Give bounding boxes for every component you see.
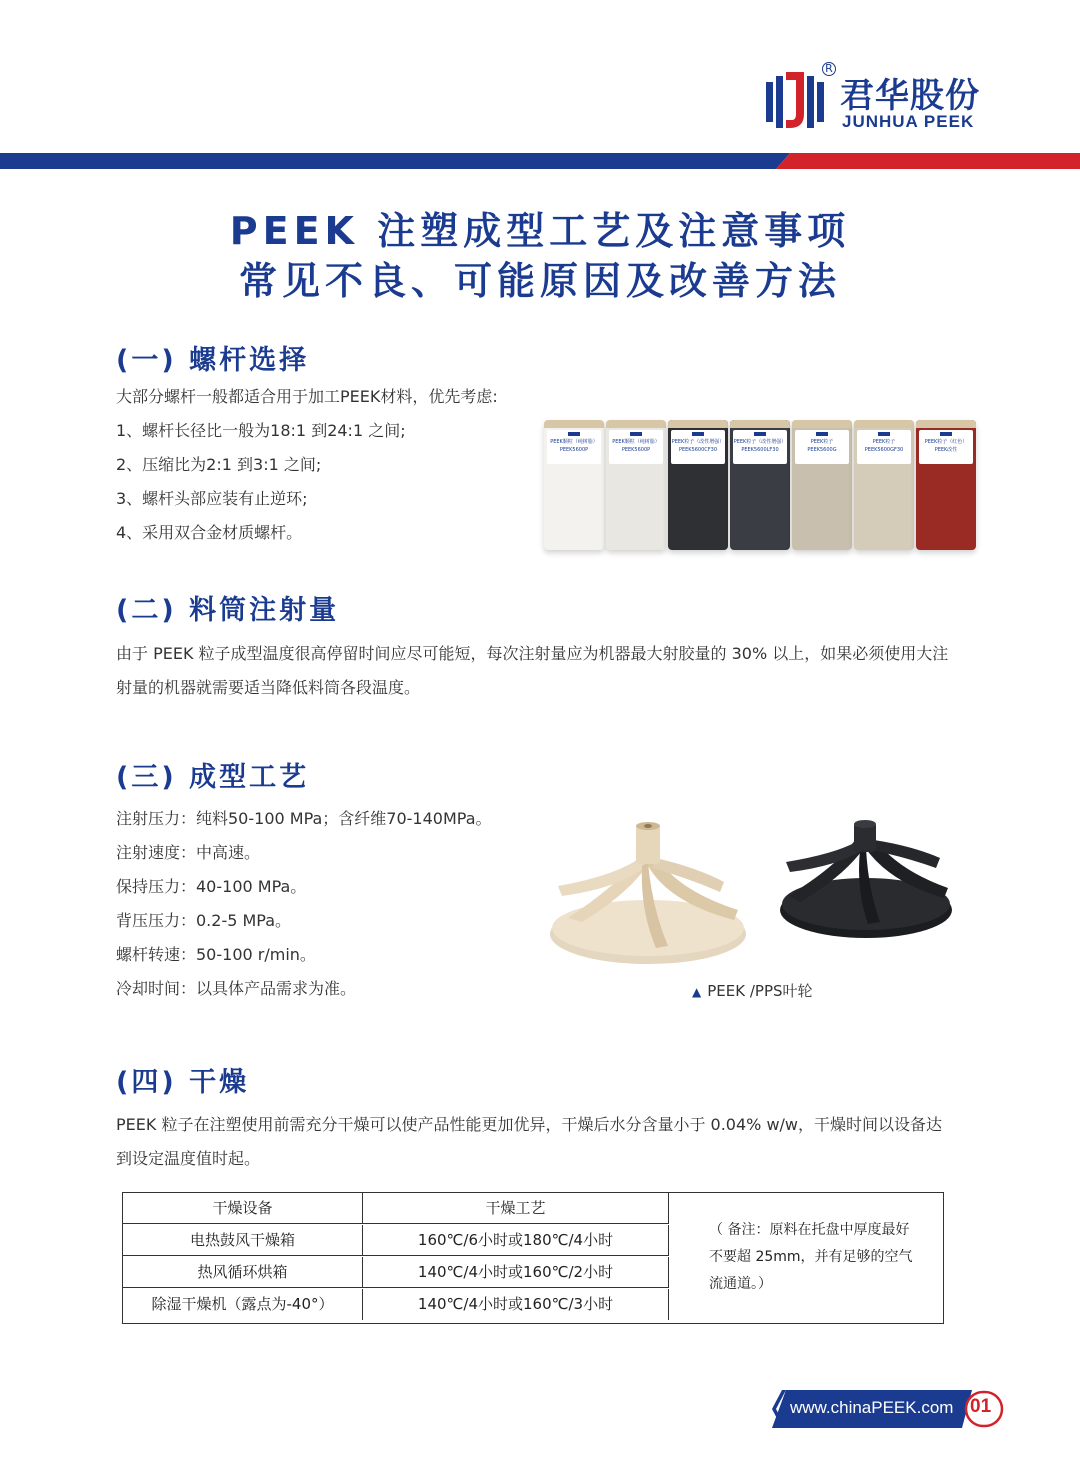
jar-label-line1: PEEK粒子 [810,439,834,445]
page-number: 01 [970,1396,992,1417]
table-header-cell: 干燥工艺 [363,1193,669,1223]
jar-lid [606,420,666,428]
beige-impeller-icon [550,822,746,964]
table-note: （ 备注：原料在托盘中厚度最好不要超 25mm，并有足够的空气流通道。） [709,1222,913,1292]
section1-item: 4、采用双合金材质螺杆。 [116,523,303,542]
table-row [123,1289,669,1320]
impeller-caption-text: PEEK /PPS叶轮 [707,982,813,1000]
pellet-jar [606,420,666,550]
jar-logo-icon [568,432,580,436]
section1-item: 3、螺杆头部应装有止逆环; [116,489,308,508]
table-cell: 电热鼓风干燥箱 [123,1225,363,1255]
pellet-jar [916,420,976,550]
table-cell: 除湿干燥机（露点为-40°） [123,1289,363,1320]
jar-label-line2: PEEK5600P [621,447,651,453]
page-title-line1: PEEK 注塑成型工艺及注意事项 [229,209,851,253]
table-row [123,1225,669,1256]
brand-logo [764,62,1004,140]
jar-label-line2: PEEK5600G [807,447,837,453]
section1-intro: 大部分螺杆一般都适合用于加工PEEK材料，优先考虑: [116,387,498,406]
jar-lid [668,420,728,428]
footer-badge [768,1390,1008,1428]
jar-label [671,430,725,464]
jar-label-line1: PEEK粒子（红色） [924,439,968,445]
section3-item: 背压压力：0.2-5 MPa。 [116,911,292,930]
jar-label-line2: PEEK5600LF30 [741,447,779,453]
peek-pellet-jars-image [540,414,980,554]
jar-logo-icon [692,432,704,436]
jar-lid [730,420,790,428]
jar-label [609,430,663,464]
pellet-jar [668,420,728,550]
section3-item: 注射压力：纯料50-100 MPa；含纤维70-140MPa。 [116,809,492,828]
table-cell: 热风循环烘箱 [123,1257,363,1287]
registered-mark: R [822,62,836,76]
jar-label-line1: PEEK粒子 [872,439,896,445]
table-cell: 140℃/4小时或160℃/2小时 [363,1257,669,1287]
table-cell: 140℃/4小时或160℃/3小时 [363,1289,669,1320]
section3-item: 保持压力：40-100 MPa。 [116,877,307,896]
jar-label-line2: PEEK5600GF30 [864,447,904,453]
jar-label [795,430,849,464]
brand-name-en: JUNHUA PEEK [842,112,975,131]
jar-lid [854,420,914,428]
section1-item: 1、螺杆长径比一般为18:1 到24:1 之间; [116,421,406,440]
pellet-jar [730,420,790,550]
jar-label [547,430,601,464]
jar-label-line2: PEEK5600CF30 [678,447,718,453]
triangle-icon: ▲ [692,985,702,999]
page-title-line2: 常见不良、可能原因及改善方法 [238,259,841,303]
drying-table [122,1192,944,1324]
website-link[interactable]: www.chinaPEEK.com [790,1398,954,1417]
jar-lid [916,420,976,428]
section4-heading: (四) 干燥 [116,1067,250,1098]
jar-label [733,430,787,464]
jar-label [857,430,911,464]
section4-body: PEEK 粒子在注塑使用前需充分干燥可以使产品性能更加优异，干燥后水分含量小于 0.04% w/w，干燥时间以设备达到设定温度值时起。 [116,1115,943,1168]
pellet-jar [544,420,604,550]
jar-logo-icon [940,432,952,436]
pellet-jar [854,420,914,550]
section3-item: 冷却时间：以具体产品需求为准。 [116,979,357,998]
impellers-image [548,818,958,968]
jar-logo-icon [816,432,828,436]
jar-label-line1: PEEK颗粒（纯树脂） [550,439,598,445]
table-row [123,1257,669,1288]
jar-label-line1: PEEK颗粒（纯树脂） [612,439,660,445]
jar-lid [792,420,852,428]
section1-item: 2、压缩比为2:1 到3:1 之间; [116,455,322,474]
pellet-jar [792,420,852,550]
jar-label-line1: PEEK粒子（改性增强） [733,439,787,445]
table-header-row [123,1193,669,1224]
table-header-cell: 干燥设备 [123,1193,363,1223]
section2-body: 由于 PEEK 粒子成型温度很高停留时间应尽可能短，每次注射量应为机器最大射胶量的 30% 以上，如果必须使用大注射量的机器就需要适当降低料筒各段温度。 [116,644,949,697]
section3-heading: (三) 成型工艺 [116,762,310,793]
jar-label-line1: PEEK粒子（改性增强） [671,439,725,445]
jar-logo-icon [878,432,890,436]
jar-label-line2: PEEK5600P [559,447,589,453]
header-stripe [0,153,1080,169]
jar-label-line2: PEEK改性 [934,447,958,453]
jar-lid [544,420,604,428]
brand-name-cn: 君华股份 [840,76,980,116]
section1-heading: (一) 螺杆选择 [116,345,310,376]
section2-heading: (二) 料筒注射量 [116,595,340,626]
section3-item: 注射速度：中高速。 [116,843,261,862]
black-impeller-icon [780,820,952,938]
section3-item: 螺杆转速：50-100 r/min。 [116,945,316,964]
table-cell: 160℃/6小时或180℃/4小时 [363,1225,669,1255]
jar-logo-icon [630,432,642,436]
impeller-caption [692,980,813,1001]
jar-logo-icon [754,432,766,436]
jar-label [919,430,973,464]
junhua-logo-icon [764,68,826,134]
